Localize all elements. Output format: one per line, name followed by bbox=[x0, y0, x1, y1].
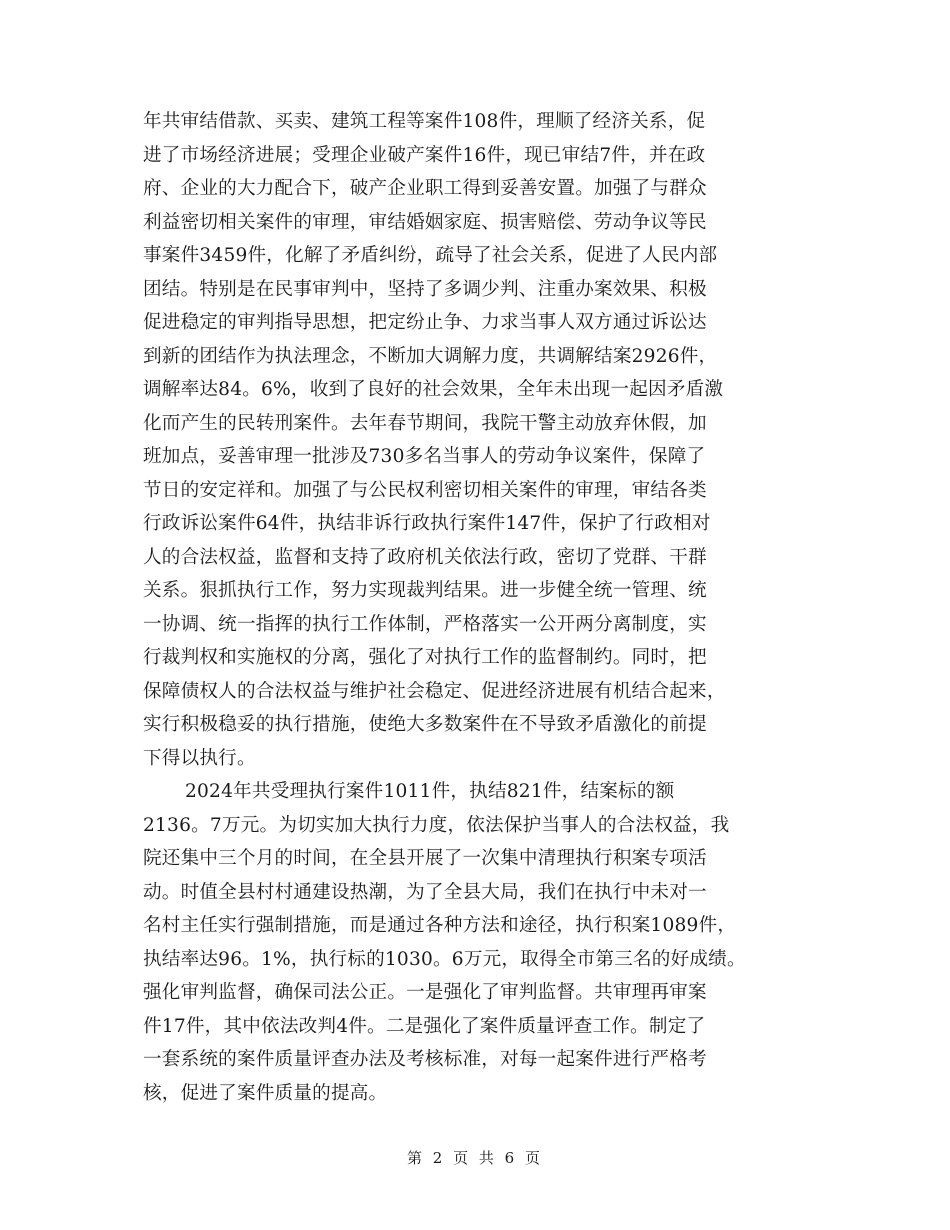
text-line: 院还集中三个月的时间，在全县开展了一次集中清理执行积案专项活 bbox=[143, 848, 707, 869]
text-line: 保障债权人的合法权益与维护社会稳定、促进经济进展有机结合起来， bbox=[143, 680, 726, 702]
text-line: 到新的团结作为执法理念，不断加大调解力度，共调解结案2926件， bbox=[143, 345, 718, 367]
text-line: 化而产生的民转刑案件。去年春节期间，我院干警主动放弃休假，加 bbox=[143, 412, 707, 434]
text-line: 关系。狠抓执行工作，努力实现裁判结果。进一步健全统一管理、统 bbox=[143, 580, 707, 601]
text-line: 2136。7万元。为切实加大执行力度，依法保护当事人的合法权益，我 bbox=[143, 814, 730, 836]
text-line: 团结。特别是在民事审判中，坚持了多调少判、注重办案效果、积极 bbox=[143, 278, 707, 300]
text-line: 动。时值全县村村通建设热潮，为了全县大局，我们在执行中未对一 bbox=[143, 881, 707, 903]
text-line: 调解率达84。6%，收到了良好的社会效果，全年未出现一起因矛盾激 bbox=[143, 379, 724, 400]
text-line: 府、企业的大力配合下，破产企业职工得到妥善安置。加强了与群众 bbox=[143, 178, 707, 199]
text-line: 一协调、统一指挥的执行工作体制，严格落实一公开两分离制度，实 bbox=[143, 613, 707, 635]
text-line: 行政诉讼案件64件，执结非诉行政执行案件147件，保护了行政相对 bbox=[143, 513, 711, 534]
text-line: 名村主任实行强制措施，而是通过各种方法和途径，执行积案1089件， bbox=[143, 915, 737, 936]
paragraph-first-line: 2024年共受理执行案件1011件，执结821件，结案标的额 bbox=[185, 781, 675, 802]
text-line: 件17件，其中依法改判4件。二是强化了案件质量评查工作。制定了 bbox=[143, 1015, 706, 1037]
text-line: 进了市场经济进展；受理企业破产案件16件，现已审结7件，并在政 bbox=[143, 144, 706, 166]
text-line: 节日的安定祥和。加强了与公民权利密切相关案件的审理，审结各类 bbox=[143, 479, 707, 501]
text-line: 下得以执行。 bbox=[143, 747, 256, 769]
text-line: 一套系统的案件质量评查办法及考核标准，对每一起案件进行严格考 bbox=[143, 1049, 707, 1070]
text-line: 人的合法权益，监督和支持了政府机关依法行政，密切了党群、干群 bbox=[143, 546, 707, 568]
text-line: 年共审结借款、买卖、建筑工程等案件108件，理顺了经济关系，促 bbox=[143, 111, 706, 132]
text-line: 行裁判权和实施权的分离，强化了对执行工作的监督制约。同时，把 bbox=[143, 647, 707, 668]
text-line: 利益密切相关案件的审理，审结婚姻家庭、损害赔偿、劳动争议等民 bbox=[143, 211, 707, 233]
text-line: 实行积极稳妥的执行措施，使绝大多数案件在不导致矛盾激化的前提 bbox=[143, 714, 707, 735]
body-text bbox=[143, 105, 833, 1110]
text-line: 事案件3459件，化解了矛盾纠纷，疏导了社会关系，促进了人民内部 bbox=[143, 245, 718, 266]
text-line: 班加点，妥善审理一批涉及730多名当事人的劳动争议案件，保障了 bbox=[143, 446, 706, 467]
text-line: 强化审判监督，确保司法公正。一是强化了审判监督。共审理再审案 bbox=[143, 982, 707, 1003]
text-line: 促进稳定的审判指导思想，把定纷止争、力求当事人双方通过诉讼达 bbox=[143, 312, 707, 333]
text-line: 执结率达96。1%，执行标的1030。6万元，取得全市第三名的好成绩。 bbox=[143, 948, 746, 970]
text-line: 核，促进了案件质量的提高。 bbox=[143, 1082, 388, 1104]
page-number-footer: 第 2 页 共 6 页 bbox=[407, 1149, 543, 1167]
